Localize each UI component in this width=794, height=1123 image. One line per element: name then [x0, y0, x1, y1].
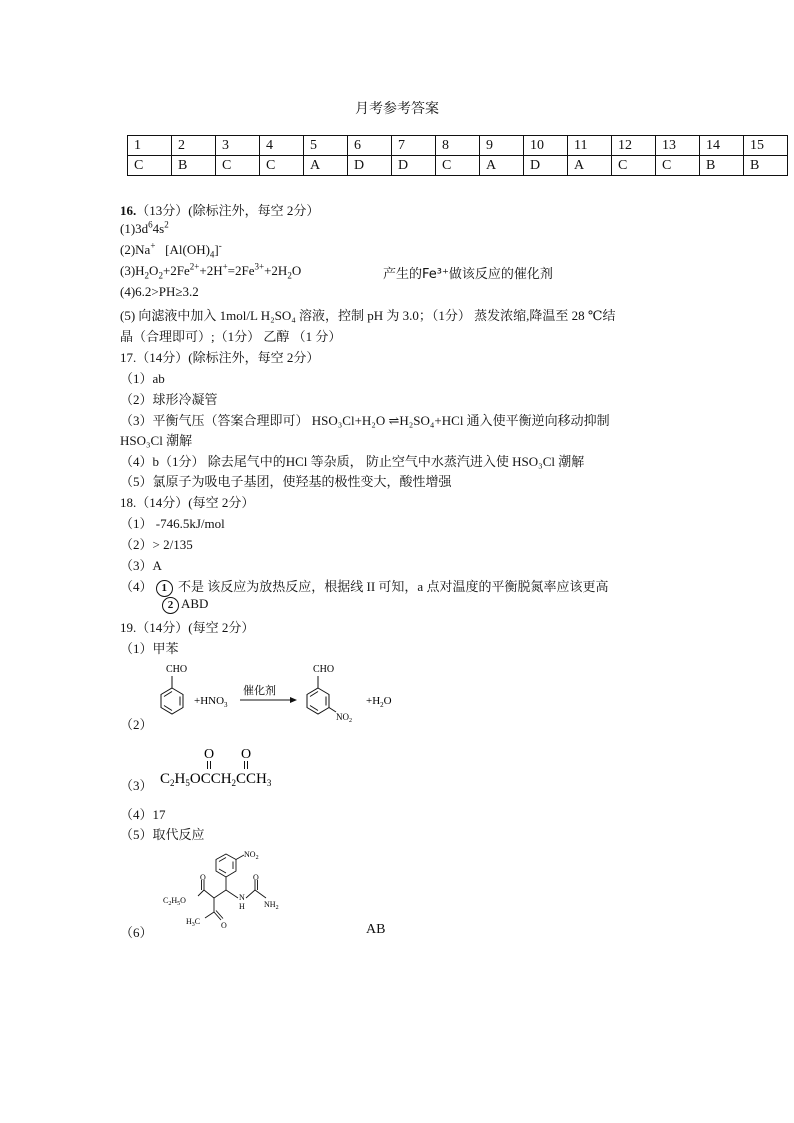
answer-table — [127, 135, 788, 176]
circled-number: 1 — [156, 580, 173, 597]
table-cell: 4 — [260, 136, 304, 156]
table-cell: 8 — [436, 136, 480, 156]
q18-part3: （3）A — [120, 558, 162, 573]
table-cell: B — [172, 156, 216, 176]
q19-part3-label: （3） — [120, 778, 153, 793]
answer-letter-row — [128, 156, 788, 176]
catalyst-label: 催化剂 — [243, 684, 276, 697]
q18-part4-a: 不是 该反应为放热反应，根据线 II 可知，a 点对温度的平衡脱氮率应该更高 — [178, 579, 609, 594]
hno3-label: $+HNO_3$ — [194, 695, 228, 709]
nitrobenzaldehyde-structure — [307, 676, 336, 714]
table-cell: 7 — [392, 136, 436, 156]
sub: 2 — [158, 270, 163, 281]
q19-part5: （5）取代反应 — [120, 827, 205, 842]
table-cell: 9 — [480, 136, 524, 156]
circled-number: 2 — [162, 597, 179, 614]
q16-part3-f: +2H — [264, 263, 288, 278]
q16-header-text: （13分）(除标注外，每空 2分） — [136, 203, 320, 218]
answer-number-row — [128, 136, 788, 156]
methyl-label: $H_3C$ — [186, 917, 201, 928]
q16-part1-b: 4s — [152, 221, 165, 236]
q18-part4-line2 — [162, 596, 208, 614]
sup: + — [222, 261, 228, 272]
q18-part4-b: ABD — [181, 596, 209, 611]
q16-part5-line1: (5) 向滤液中加入 1mol/L H₂SO₄ 溶液，控制 pH 为 3.0；（1分） 蒸发浓缩,降温至 28 ℃结 — [120, 308, 616, 323]
sub: 4 — [209, 249, 215, 260]
carbonyl-o-label: O — [241, 747, 252, 762]
q19-part2-label: （2） — [120, 717, 153, 732]
cho-label: CHO — [313, 664, 335, 675]
q16-part3 — [120, 263, 301, 279]
q16-part1 — [120, 221, 169, 237]
table-cell: C — [260, 156, 304, 176]
q16-part3-e: =2Fe — [227, 263, 255, 278]
q18-header: 18.（14分）(每空 2分） — [120, 495, 255, 510]
table-cell: B — [700, 156, 744, 176]
q16-part3-g: O — [291, 263, 302, 278]
q16-part3-d: +2H — [199, 263, 223, 278]
ethoxy-label: $C_2H_5O$ — [163, 896, 186, 907]
formula-text: $C_2H_5OCCH_2CCH_3$ — [160, 771, 272, 788]
no2-label: $NO_2$ — [336, 712, 352, 724]
sup: 6 — [148, 219, 153, 230]
table-cell: D — [348, 156, 392, 176]
q19-part6-label: （6） — [120, 925, 153, 940]
table-cell: 3 — [216, 136, 260, 156]
table-cell: 5 — [304, 136, 348, 156]
q16-part3-b: O — [149, 263, 159, 278]
q16-part2-b: [Al(OH) — [165, 242, 210, 257]
q17-part3-line2: HSO₃Cl 潮解 — [120, 433, 193, 448]
h2o-label: $+H_2O$ — [366, 695, 392, 709]
table-cell: C — [436, 156, 480, 176]
ketone-o-label: O — [221, 921, 227, 930]
page-title: 月考参考答案 — [355, 102, 439, 117]
table-cell: A — [568, 156, 612, 176]
q18-part2: （2）> 2/135 — [120, 537, 193, 552]
table-cell: D — [392, 156, 436, 176]
sub: 2 — [287, 270, 292, 281]
q16-part4: (4)6.2>PH≥3.2 — [120, 284, 199, 299]
q19-header: 19.（14分）(每空 2分） — [120, 620, 255, 635]
table-cell: 1 — [128, 136, 172, 156]
carbonyl-o-label: O — [253, 873, 259, 882]
cho-label: CHO — [166, 664, 188, 675]
q16-part2 — [120, 242, 222, 258]
q16-part3-a: (3)H — [120, 263, 145, 278]
table-cell: 6 — [348, 136, 392, 156]
table-cell: 14 — [700, 136, 744, 156]
sup: 2 — [164, 219, 169, 230]
sup: 3+ — [254, 261, 265, 272]
arrow-head — [290, 697, 297, 703]
table-cell: 13 — [656, 136, 700, 156]
sup: 2+ — [189, 261, 200, 272]
table-cell: C — [128, 156, 172, 176]
q17-part1: （1）ab — [120, 371, 165, 386]
q17-header: 17.（14分）(除标注外，每空 2分） — [120, 350, 320, 365]
q16-part5-line2: 晶（合理即可）;（1分） 乙醇 （1 分） — [120, 329, 342, 344]
q17-part2: （2）球形冷凝管 — [120, 392, 218, 407]
q18-part4-line1 — [120, 576, 608, 597]
carbonyl-o-label: O — [200, 873, 206, 882]
nitration-reaction-scheme — [150, 658, 410, 730]
table-cell: D — [524, 156, 568, 176]
table-cell: B — [744, 156, 788, 176]
q17-part3-line1: （3）平衡气压（答案合理即可） HSO₃Cl+H₂O ⇌H₂SO₄+HCl 通入使平衡逆向移动抑制 — [120, 413, 610, 428]
q16-part2-c: ] — [214, 242, 219, 257]
q16-number: 16. — [120, 203, 137, 218]
q16-part2-a: (2)Na — [120, 242, 151, 257]
ethyl-acetoacetate-formula — [158, 744, 288, 790]
benzaldehyde-structure — [161, 676, 183, 714]
q18-part4-prefix: （4） — [120, 579, 153, 594]
table-cell: 10 — [524, 136, 568, 156]
sub: 2 — [144, 270, 150, 281]
table-cell: 11 — [568, 136, 612, 156]
nh2-label: $NH_2$ — [264, 900, 279, 911]
q19-part1: （1）甲苯 — [120, 641, 179, 656]
table-cell: C — [216, 156, 260, 176]
nh-label: N — [239, 893, 245, 902]
q16-part1-a: (1)3d — [120, 221, 149, 236]
table-cell: 2 — [172, 136, 216, 156]
q19-part4: （4）17 — [120, 807, 166, 822]
no2-label: $NO_2$ — [244, 850, 259, 861]
q16-part3-note: 产生的Fe³⁺做该反应的催化剂 — [383, 267, 553, 282]
q17-part5: （5）氯原子为吸电子基团，使羟基的极性变大，酸性增强 — [120, 474, 452, 489]
carbonyl-o-label: O — [204, 747, 215, 762]
table-cell: 12 — [612, 136, 656, 156]
nh-h-label: H — [239, 902, 245, 911]
structure-bonds — [198, 854, 266, 920]
product-structure — [160, 842, 300, 938]
table-cell: C — [656, 156, 700, 176]
q16-header — [120, 200, 319, 219]
table-cell: C — [612, 156, 656, 176]
sup: + — [150, 240, 156, 251]
table-cell: A — [304, 156, 348, 176]
q17-part4: （4）b（1分） 除去尾气中的HCl 等杂质， 防止空气中水蒸汽进入使 HSO₃Cl 潮解 — [120, 454, 585, 469]
sup: - — [218, 240, 222, 251]
q18-part1: （1） -746.5kJ/mol — [120, 516, 225, 531]
table-cell: A — [480, 156, 524, 176]
q16-part3-c: +2Fe — [162, 263, 190, 278]
q19-part6-answer: AB — [366, 922, 386, 937]
table-cell: 15 — [744, 136, 788, 156]
